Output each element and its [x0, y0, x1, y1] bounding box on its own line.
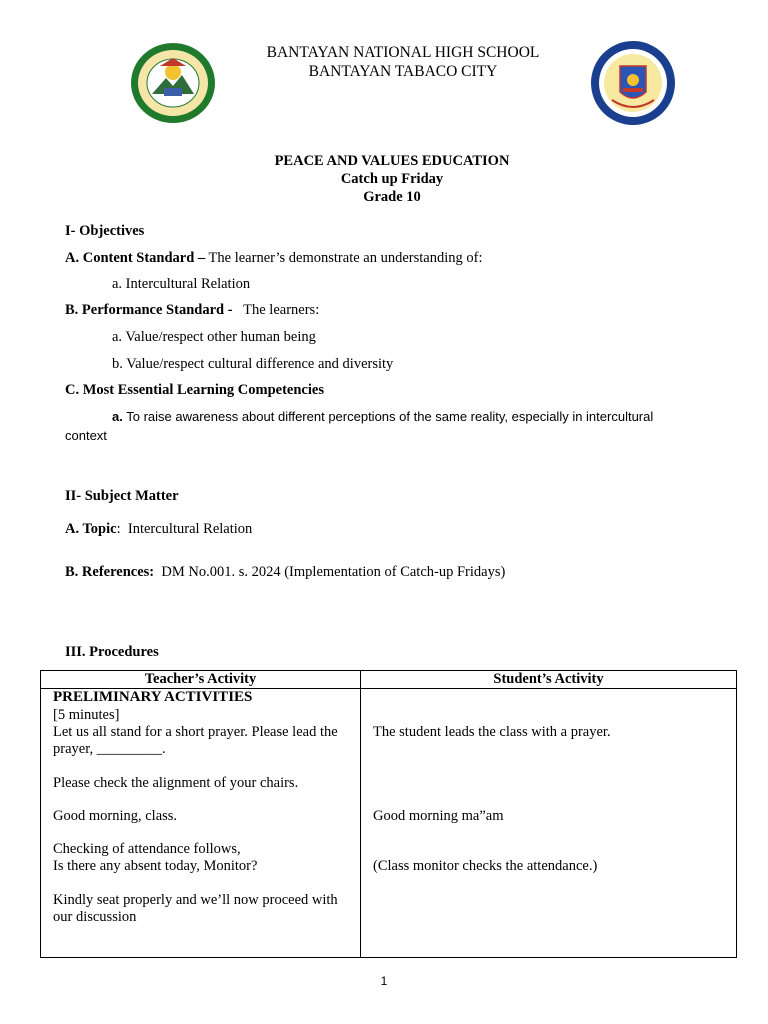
attendance-question: Is there any absent today, Monitor?	[53, 858, 258, 874]
topic-label: A. Topic	[65, 521, 117, 537]
prayer-instruction: Let us all stand for a short prayer. Please lead the	[53, 724, 338, 740]
student-activity-cell	[361, 689, 737, 958]
session-title: Catch up Friday	[340, 171, 444, 187]
student-attendance: (Class monitor checks the attendance.)	[373, 858, 598, 874]
table-header-row	[41, 671, 737, 689]
references-label: B. References:	[65, 564, 155, 580]
school-name: BANTAYAN NATIONAL HIGH SCHOOL	[266, 44, 540, 61]
references	[65, 564, 505, 581]
page-number: 1	[380, 974, 388, 988]
topic-text: : Intercultural Relation	[116, 521, 253, 537]
content-standard-label: A. Content Standard –	[65, 250, 206, 266]
proceed-instruction: Kindly seat properly and we’ll now proceed with	[53, 892, 338, 908]
teacher-activity-header: Teacher’s Activity	[41, 671, 361, 689]
melc-heading: C. Most Essential Learning Competencies	[65, 382, 324, 398]
proceed-instruction-cont: our discussion	[53, 909, 137, 925]
objectives-heading: I- Objectives	[65, 223, 145, 239]
grade-title: Grade 10	[363, 189, 421, 205]
performance-standard	[65, 302, 319, 319]
student-greeting: Good morning ma”am	[373, 808, 504, 824]
preliminary-heading: PRELIMINARY ACTIVITIES	[53, 689, 253, 705]
table-row	[41, 689, 737, 958]
melc-item	[112, 409, 653, 424]
topic	[65, 521, 252, 538]
melc-item-letter: a.	[112, 409, 123, 424]
content-standard-text: The learner’s demonstrate an understanding of:	[205, 250, 483, 266]
student-prayer: The student leads the class with a prayer.	[373, 724, 611, 740]
school-address: BANTAYAN TABACO CITY	[308, 63, 498, 80]
content-item: a. Intercultural Relation	[112, 276, 251, 292]
references-text: DM No.001. s. 2024 (Implementation of Catch-up Fridays)	[154, 564, 506, 580]
procedures-heading: III. Procedures	[65, 644, 159, 660]
time-allotment: [5 minutes]	[53, 707, 120, 723]
student-activity-header: Student’s Activity	[361, 671, 737, 689]
melc-item-text: To raise awareness about different perceptions of the same reality, especially in intercultural	[122, 409, 654, 424]
attendance-instruction: Checking of attendance follows,	[53, 841, 241, 857]
prayer-instruction-cont: prayer, _________.	[53, 741, 166, 757]
subject-title: PEACE AND VALUES EDUCATION	[274, 153, 510, 169]
melc-item-continuation: context	[65, 428, 107, 443]
teacher-greeting: Good morning, class.	[53, 808, 178, 824]
performance-item: b. Value/respect cultural difference and diversity	[112, 356, 394, 372]
performance-item: a. Value/respect other human being	[112, 329, 316, 345]
performance-standard-text: The learners:	[232, 302, 320, 318]
chairs-instruction: Please check the alignment of your chairs.	[53, 775, 299, 791]
procedures-table	[40, 670, 737, 958]
teacher-activity-cell	[41, 689, 361, 958]
performance-standard-label: B. Performance Standard -	[65, 302, 233, 318]
content-standard	[65, 250, 482, 267]
subject-matter-heading: II- Subject Matter	[65, 488, 179, 504]
